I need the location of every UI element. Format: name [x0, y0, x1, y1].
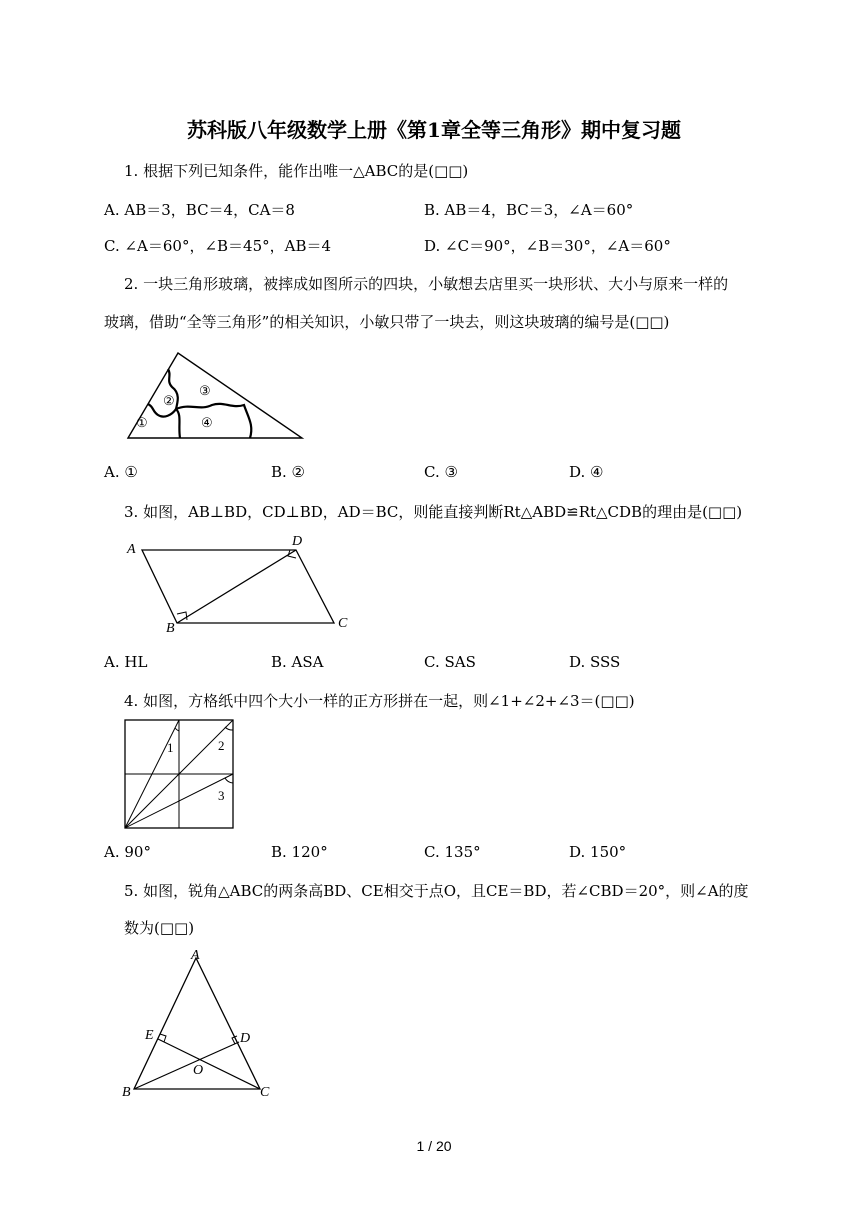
- question-4-option-a: A. 90°: [104, 843, 151, 861]
- fragment-label-2: ②: [163, 393, 175, 408]
- page-number: 1 / 20: [416, 1138, 452, 1154]
- question-4-stem: 4. 如图，方格纸中四个大小一样的正方形拼在一起，则∠1+∠2+∠3＝(□□): [124, 692, 635, 710]
- question-1-option-a: A. AB＝3，BC＝4，CA＝8: [104, 201, 295, 219]
- fragment-label-4: ④: [201, 415, 213, 430]
- question-5-figure: [120, 946, 280, 1106]
- question-3-figure: [124, 534, 354, 634]
- question-2-option-b: B. ②: [271, 463, 306, 481]
- question-4-option-c: C. 135°: [424, 843, 481, 861]
- point-label-a: A: [191, 948, 200, 963]
- angle-arc-3: [225, 778, 233, 783]
- question-2-option-c: C. ③: [424, 463, 458, 481]
- question-3-stem: 3. 如图，AB⊥BD，CD⊥BD，AD＝BC，则能直接判断Rt△ABD≌Rt△CDB的理由是(□□): [124, 503, 743, 521]
- question-5-stem-line-2: 数为(□□): [124, 919, 195, 937]
- question-3-option-a: A. HL: [104, 653, 148, 671]
- question-2-figure: [120, 345, 310, 445]
- angle-label-3: 3: [218, 788, 225, 803]
- question-4-option-b: B. 120°: [271, 843, 328, 861]
- point-label-d: D: [240, 1031, 251, 1046]
- question-1-option-d: D. ∠C＝90°，∠B＝30°，∠A＝60°: [424, 237, 671, 255]
- point-label-c: C: [260, 1085, 270, 1100]
- question-1-option-c: C. ∠A＝60°，∠B＝45°，AB＝4: [104, 237, 332, 255]
- point-label-b: B: [122, 1085, 131, 1100]
- point-label-b: B: [166, 621, 175, 636]
- question-4-figure: [124, 719, 236, 831]
- question-3-option-d: D. SSS: [569, 653, 621, 671]
- point-label-c: C: [338, 616, 348, 631]
- angle-arc-1: [175, 728, 179, 731]
- angle-label-1: 1: [167, 740, 174, 755]
- question-3-option-c: C. SAS: [424, 653, 476, 671]
- question-3-option-b: B. ASA: [271, 653, 324, 671]
- question-2-stem-line-1: 2. 一块三角形玻璃，被摔成如图所示的四块，小敏想去店里买一块形状、大小与原来一样的: [124, 275, 729, 293]
- question-2-option-d: D. ④: [569, 463, 604, 481]
- crack-line-2: [176, 404, 251, 438]
- triangle-outline: [128, 353, 302, 438]
- question-5-stem-line-1: 5. 如图，锐角△ABC的两条高BD、CE相交于点O，且CE＝BD，若∠CBD＝20°，则∠A的度: [124, 882, 749, 900]
- question-2-stem-line-2: 玻璃，借助“全等三角形”的相关知识，小敏只带了一块去，则这块玻璃的编号是(□□): [104, 313, 670, 331]
- question-2-option-a: A. ①: [104, 463, 138, 481]
- quadrilateral-outline: [142, 550, 334, 623]
- question-1-stem: 1. 根据下列已知条件，能作出唯一△ABC的是(□□): [124, 162, 469, 180]
- question-1-option-b: B. AB＝4，BC＝3，∠A＝60°: [424, 201, 634, 219]
- altitude-bd: [134, 1042, 239, 1089]
- point-label-e: E: [145, 1028, 154, 1043]
- diagonal-bd: [177, 550, 296, 623]
- right-angle-mark-b: [177, 612, 187, 620]
- point-label-a: A: [127, 542, 136, 557]
- page-title: 苏科版八年级数学上册《第1章全等三角形》期中复习题: [187, 118, 681, 142]
- angle-arc-2: [225, 727, 233, 730]
- fragment-label-1: ①: [136, 415, 148, 430]
- fragment-label-3: ③: [199, 383, 211, 398]
- angle-label-2: 2: [218, 738, 225, 753]
- question-4-option-d: D. 150°: [569, 843, 627, 861]
- point-label-o: O: [193, 1063, 204, 1078]
- point-label-d: D: [292, 534, 303, 549]
